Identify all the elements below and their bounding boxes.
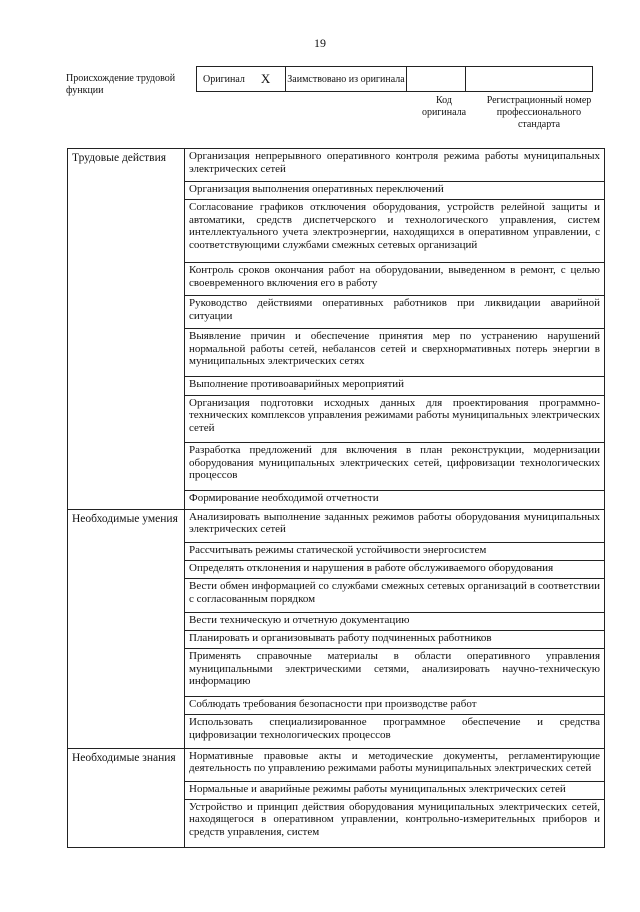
- registration-caption: Регистрационный номер профессионального стандарта: [486, 95, 592, 130]
- borrowed-label: Заимствовано из оригинала: [286, 67, 407, 92]
- original-label: Оригинал: [203, 73, 245, 85]
- section-item: Разработка предложений для включения в план реконструкции, модернизации оборудования муниципальных электрических сетей, цифровизации технологических процессов: [185, 443, 605, 491]
- section-item: Планировать и организовывать работу подчиненных работников: [185, 630, 605, 648]
- section-item: Устройство и принцип действия оборудования муниципальных электрических сетей, находящегося в оперативном управлении, контрольно-измерительных приборов и средств управления, систем: [185, 799, 605, 847]
- section-item: Выполнение противоаварийных мероприятий: [185, 377, 605, 395]
- section-item: Выявление причин и обеспечение принятия мер по устранению нарушений нормальной работы сетей, небалансов сетей и сверхнормативных потерь энергии в муниципальных электрических сетях: [185, 329, 605, 377]
- registration-number-cell: [466, 67, 593, 92]
- section-item: Соблюдать требования безопасности при производстве работ: [185, 697, 605, 715]
- section-item: Нормальные и аварийные режимы работы муниципальных электрических сетей: [185, 781, 605, 799]
- section-item: Рассчитывать режимы статической устойчивости энергосистем: [185, 542, 605, 560]
- section-item: Согласование графиков отключения оборудования, устройств релейной защиты и автоматики, средств диспетчерского и технологического управления, систем интеллектуального учета электроэнергии, находящихся в оперативном управлении, с соответствующими службами смежных сетевых организаций: [185, 200, 605, 263]
- section-item: Контроль сроков окончания работ на оборудовании, выведенном в ремонт, с целью своевременного включения его в работу: [185, 263, 605, 296]
- section-item: Организация непрерывного оперативного контроля режима работы муниципальных электрических сетей: [185, 149, 605, 182]
- function-table: [67, 148, 605, 848]
- section-item: Нормативные правовые акты и методические документы, регламентирующие деятельность по управлению режимами работы муниципальных электрических сетей: [185, 748, 605, 781]
- origin-table: [196, 66, 593, 92]
- section-item: Руководство действиями оперативных работников при ликвидации аварийной ситуации: [185, 296, 605, 329]
- section-item: Применять справочные материалы в области оперативного управления муниципальными электрическими сетями, анализировать научно-техническую информацию: [185, 649, 605, 697]
- original-cell: [197, 67, 286, 92]
- section-item: Формирование необходимой отчетности: [185, 491, 605, 509]
- section-item: Вести обмен информацией со службами смежных сетевых организаций в соответствии с согласованным порядком: [185, 579, 605, 612]
- function-table-body: [68, 149, 605, 848]
- table-row: [68, 509, 605, 542]
- section-item: Определять отклонения и нарушения в работе обслуживаемого оборудования: [185, 561, 605, 579]
- section-item: Организация выполнения оперативных переключений: [185, 182, 605, 200]
- table-row: [68, 748, 605, 781]
- section-title: Трудовые действия: [68, 149, 185, 510]
- origin-label: Происхождение трудовой функции: [66, 73, 176, 96]
- section-item: Анализировать выполнение заданных режимов работы оборудования муниципальных электрических сетей: [185, 509, 605, 542]
- section-item: Вести техническую и отчетную документацию: [185, 612, 605, 630]
- section-title: Необходимые умения: [68, 509, 185, 748]
- section-title: Необходимые знания: [68, 748, 185, 847]
- section-item: Организация подготовки исходных данных для проектирования программно-технических комплексов управления режимами работы муниципальных электрических сетей: [185, 395, 605, 443]
- original-mark: X: [260, 71, 271, 86]
- section-item: Использовать специализированное программное обеспечение и средства цифровизации технологических процессов: [185, 715, 605, 748]
- page-number: 19: [314, 36, 326, 50]
- code-caption: Код оригинала: [421, 95, 467, 118]
- table-row: [68, 149, 605, 182]
- original-code-cell: [407, 67, 466, 92]
